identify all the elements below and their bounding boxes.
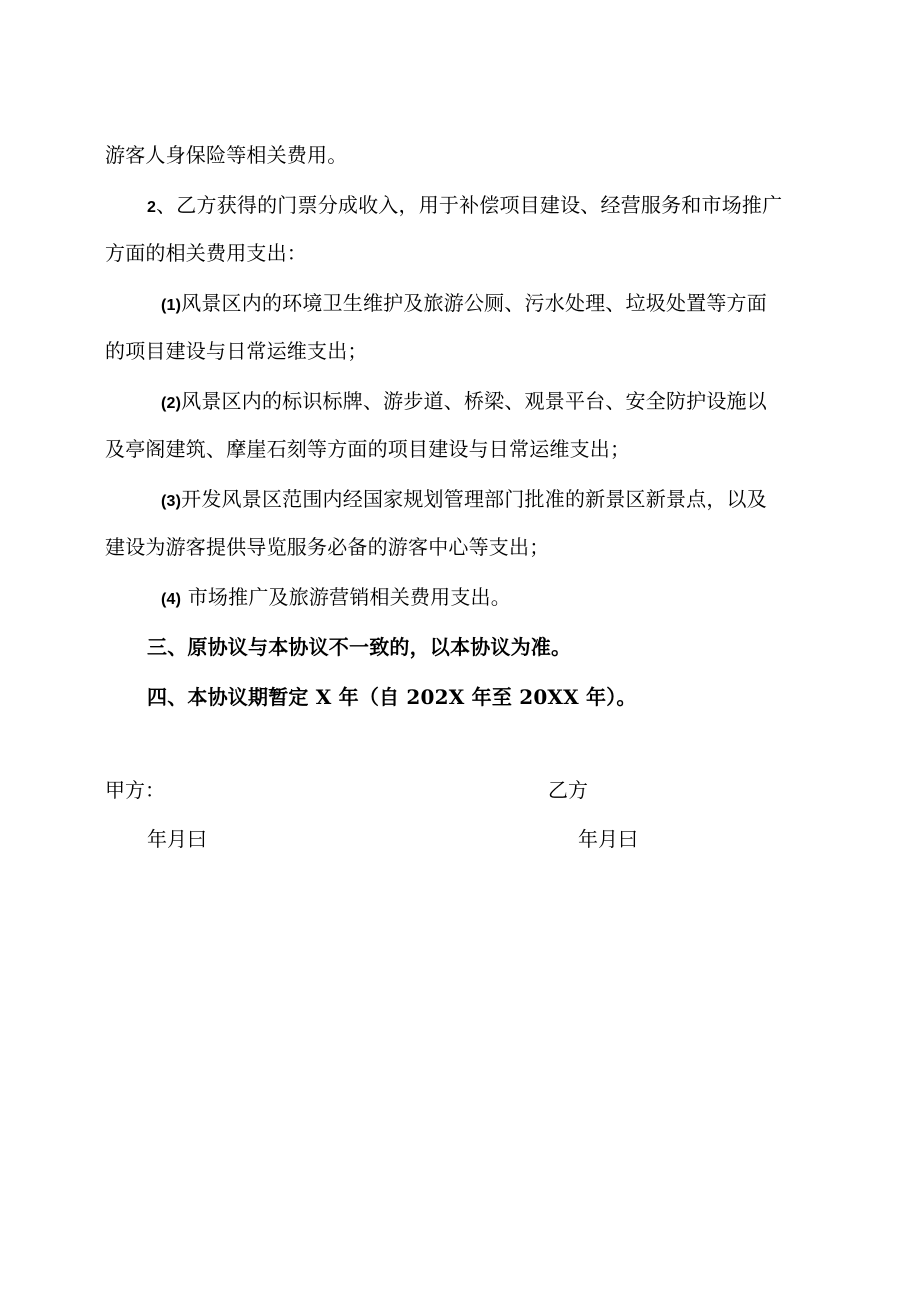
item-text: 开发风景区范围内经国家规划管理部门批准的新景区新景点，以及 (181, 487, 767, 511)
party-b-label: 乙方 (548, 778, 588, 802)
item-3-line-2: 建设为游客提供导览服务必备的游客中心等支出； (105, 535, 550, 559)
item-1-line-2: 的项目建设与日常运维支出； (105, 339, 368, 363)
document-body (105, 131, 820, 723)
clause-4: 四、本协议期暂定 X 年（自 202X 年至 20XX 年）。 (147, 685, 637, 709)
item-1-paragraph (105, 279, 820, 375)
clause-3: 三、原协议与本协议不一致的，以本协议为准。 (147, 635, 572, 659)
item-4-line-1 (105, 573, 820, 621)
item-number: (2) (161, 395, 182, 412)
clause-2-line-2: 方面的相关费用支出： (105, 241, 307, 265)
party-a-date: 年月曰 (147, 827, 207, 851)
item-1-line-1 (105, 279, 820, 327)
party-b-date: 年月曰 (578, 827, 638, 851)
item-text: 风景区内的环境卫生维护及旅游公厕、污水处理、垃圾处置等方面 (181, 291, 767, 315)
party-a-label: 甲方： (105, 778, 165, 802)
clause-2-paragraph (105, 181, 820, 277)
item-2-paragraph (105, 377, 820, 473)
paragraph-text: 游客人身保险等相关费用。 (105, 143, 348, 167)
item-number: (1) (161, 297, 182, 314)
clause-text: 、乙方获得的门票分成收入，用于补偿项目建设、经营服务和市场推广 (156, 193, 783, 217)
clause-2-line-1 (105, 181, 820, 229)
item-number: (3) (161, 493, 182, 510)
item-text: 市场推广及旅游营销相关费用支出。 (181, 585, 511, 609)
item-number: (4) (161, 591, 182, 608)
item-text: 风景区内的标识标牌、游步道、桥梁、观景平台、安全防护设施以 (181, 389, 767, 413)
clause-number: 2 (147, 199, 157, 216)
item-3-line-1 (105, 475, 820, 523)
item-3-paragraph (105, 475, 820, 571)
item-4-paragraph (105, 573, 820, 621)
paragraph-continuation (105, 131, 820, 179)
item-2-line-2: 及亭阁建筑、摩崖石刻等方面的项目建设与日常运维支出； (105, 437, 631, 461)
item-2-line-1 (105, 377, 820, 425)
